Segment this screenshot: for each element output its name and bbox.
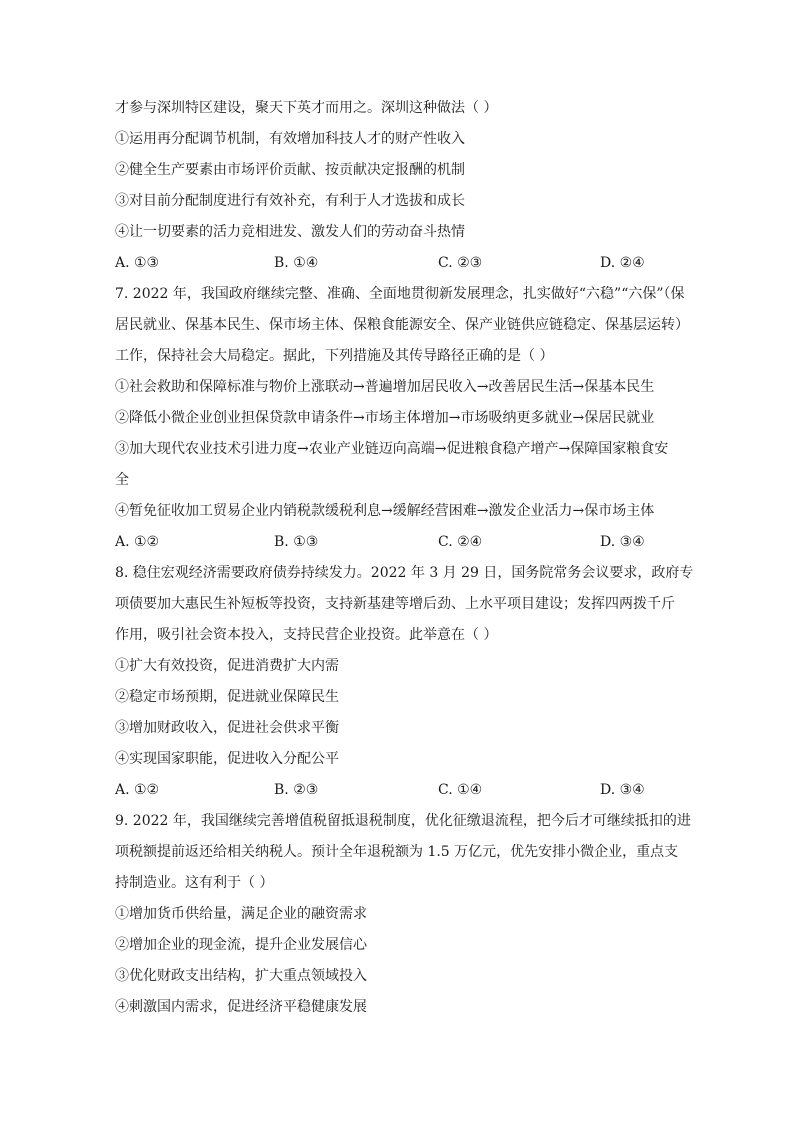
q6-item-1: ①运用再分配调节机制，有效增加科技人才的财产性收入 — [115, 131, 465, 147]
q6-option-c: C. ②③ — [438, 255, 483, 271]
q9-item-1: ①增加货币供给量，满足企业的融资需求 — [115, 906, 367, 922]
q9-stem-line-3: 持制造业。这有利于（ ） — [115, 875, 274, 891]
q7-options — [115, 532, 685, 563]
q7-option-c: C. ②④ — [438, 534, 483, 550]
q8-option-d: D. ③④ — [600, 782, 645, 798]
q7-option-a: A. ①② — [115, 534, 160, 550]
q9-stem-line-2: 项税额提前返还给相关纳税人。预计全年退税额为 1.5 万亿元，优先安排小微企业，重点支 — [115, 844, 679, 860]
q8-item-1: ①扩大有效投资，促进消费扩大内需 — [115, 658, 339, 674]
q8-option-c: C. ①④ — [438, 782, 483, 798]
q8-item-4: ④实现国家职能，促进收入分配公平 — [115, 751, 339, 767]
q8-item-3: ③增加财政收入，促进社会供求平衡 — [115, 720, 339, 736]
q8-stem-line-2: 项债要加大惠民生补短板等投资，支持新基建等增后劲、上水平项目建设；发挥四两拨千斤 — [115, 596, 675, 612]
q9-stem-line-1: 9. 2022 年，我国继续完善增值税留抵退税制度，优化征缴退流程，把今后才可继续抵扣的进 — [115, 813, 691, 829]
q8-option-b: B. ②③ — [274, 782, 319, 798]
q8-options — [115, 780, 685, 811]
q6-option-a: A. ①③ — [115, 255, 160, 271]
q6-item-3: ③对目前分配制度进行有效补充，有利于人才选拔和成长 — [115, 193, 465, 209]
q7-item-2: ②降低小微企业创业担保贷款申请条件→市场主体增加→市场吸纳更多就业→保居民就业 — [115, 410, 655, 426]
q9-item-4: ④刺激国内需求，促进经济平稳健康发展 — [115, 999, 367, 1015]
q6-option-b: B. ①④ — [274, 255, 319, 271]
q7-stem-line-3: 工作，保持社会大局稳定。据此，下列措施及其传导路径正确的是（ ） — [115, 348, 554, 364]
q7-option-d: D. ③④ — [600, 534, 645, 550]
q8-option-a: A. ①② — [115, 782, 160, 798]
q7-item-3-continued: 全 — [115, 472, 129, 488]
q6-item-2: ②健全生产要素由市场评价贡献、按贡献决定报酬的机制 — [115, 162, 465, 178]
q6-options — [115, 253, 685, 284]
q7-item-1: ①社会救助和保障标准与物价上涨联动→普遍增加居民收入→改善居民生活→保基本民生 — [115, 379, 655, 395]
exam-page — [115, 98, 694, 1028]
q8-stem-line-3: 作用，吸引社会资本投入，支持民营企业投资。此举意在（ ） — [115, 627, 498, 643]
q6-stem-tail: 才参与深圳特区建设，聚天下英才而用之。深圳这种做法（ ） — [115, 100, 498, 116]
q7-item-4: ④暂免征收加工贸易企业内销税款缓税利息→缓解经营困难→激发企业活力→保市场主体 — [115, 503, 655, 519]
q7-stem-line-1: 7. 2022 年，我国政府继续完整、准确、全面地贯彻新发展理念，扎实做好“六稳”“六保”（保 — [115, 286, 685, 302]
q7-stem-line-2: 居民就业、保基本民生、保市场主体、保粮食能源安全、保产业链供应链稳定、保基层运转） — [115, 317, 689, 333]
q6-option-d: D. ②④ — [600, 255, 645, 271]
q8-item-2: ②稳定市场预期，促进就业保障民生 — [115, 689, 339, 705]
q6-item-4: ④让一切要素的活力竞相进发、激发人们的劳动奋斗热情 — [115, 224, 465, 240]
q7-item-3: ③加大现代农业技术引进力度→农业产业链迈向高端→促进粮食稳产增产→保障国家粮食安 — [115, 441, 669, 457]
q8-stem-line-1: 8. 稳住宏观经济需要政府债券持续发力。2022 年 3 月 29 日，国务院常务会议要求，政府专 — [115, 565, 694, 581]
q9-item-3: ③优化财政支出结构，扩大重点领域投入 — [115, 968, 367, 984]
q7-option-b: B. ①③ — [274, 534, 319, 550]
q9-item-2: ②增加企业的现金流，提升企业发展信心 — [115, 937, 367, 953]
